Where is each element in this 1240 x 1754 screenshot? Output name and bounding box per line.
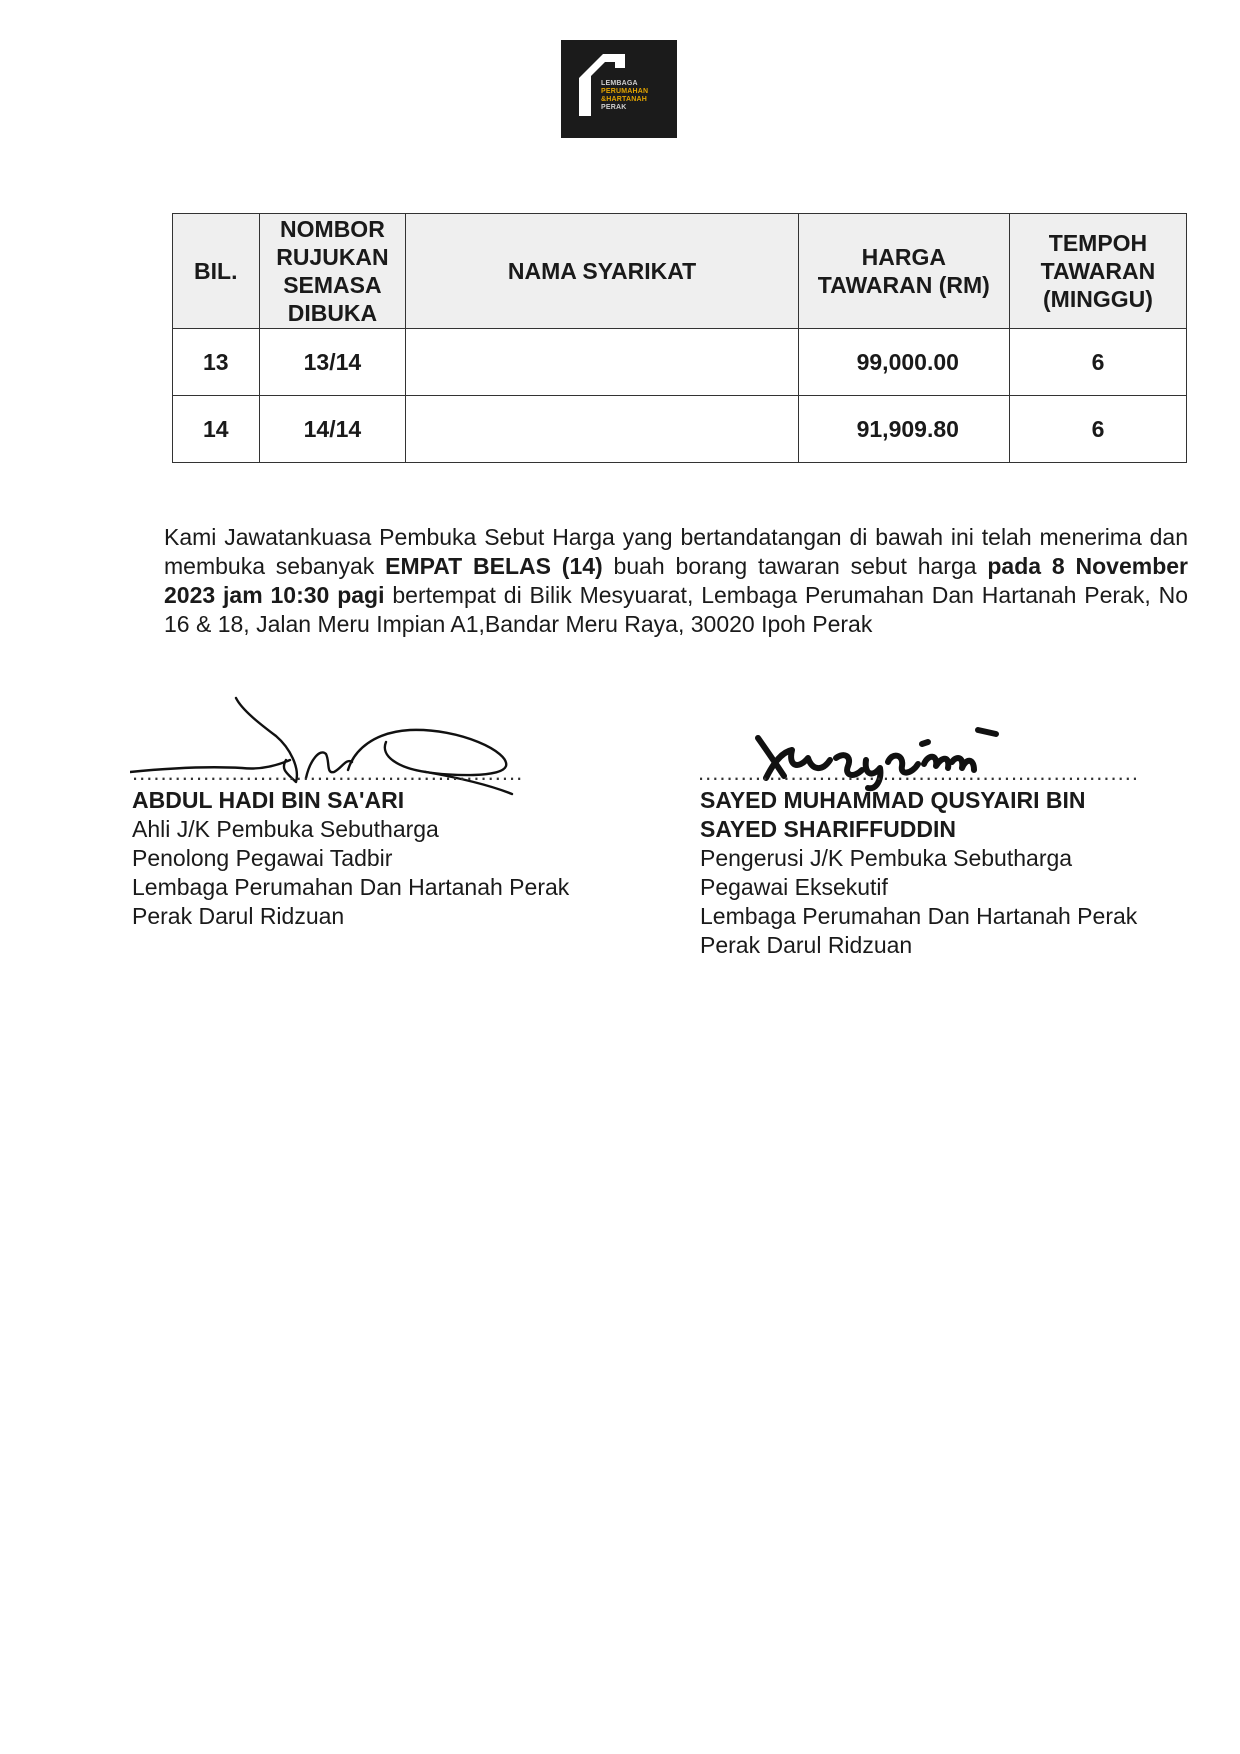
header-tempoh-tawaran: TEMPOH TAWARAN (MINGGU) <box>1009 214 1186 329</box>
cell-bil: 13 <box>173 329 260 396</box>
cell-nombor: 14/14 <box>259 396 406 463</box>
header-bil: BIL. <box>173 214 260 329</box>
signatory-left-org: Lembaga Perumahan Dan Hartanah Perak <box>132 874 570 900</box>
paragraph-bold-count: EMPAT BELAS (14) <box>385 553 603 579</box>
logo-line-4: PERAK <box>601 104 627 111</box>
signatory-right-state: Perak Darul Ridzuan <box>700 932 913 958</box>
cell-nombor: 13/14 <box>259 329 406 396</box>
cell-tempoh: 6 <box>1009 329 1186 396</box>
cell-nama <box>406 396 798 463</box>
cell-bil: 14 <box>173 396 260 463</box>
signatory-left-state: Perak Darul Ridzuan <box>132 903 345 929</box>
signatory-right-name-2: SAYED SHARIFFUDDIN <box>700 816 957 842</box>
paragraph-bold-date: pada 8 November 2023 jam 10:30 pagi <box>164 553 1188 608</box>
table-row <box>173 329 1187 396</box>
signature-line-left: ....................................................... <box>132 760 524 785</box>
signatory-right-role: Pengerusi J/K Pembuka Sebutharga <box>700 845 1073 871</box>
header-nama-syarikat: NAMA SYARIKAT <box>406 214 798 329</box>
signatory-right <box>700 786 1200 960</box>
tender-table <box>172 213 1187 463</box>
statement-paragraph <box>164 523 1188 639</box>
logo-text <box>601 80 648 112</box>
logo-line-3: &HARTANAH <box>601 96 647 103</box>
logo-line-1: LEMBAGA <box>601 80 638 87</box>
organization-logo <box>561 40 677 138</box>
cell-nama <box>406 329 798 396</box>
cell-harga: 99,000.00 <box>798 329 1009 396</box>
signatory-right-name-1: SAYED MUHAMMAD QUSYAIRI BIN <box>700 787 1086 813</box>
cell-tempoh: 6 <box>1009 396 1186 463</box>
paragraph-text-3: bertempat di Bilik Mesyuarat, Lembaga Perumahan Dan Hartanah Perak, No 16 & 18, Jalan Meru Impian A1,Bandar Meru Raya, 30020 Ipoh Perak <box>164 582 1189 637</box>
signatory-left-title: Penolong Pegawai Tadbir <box>132 845 393 871</box>
signatory-right-title: Pegawai Eksekutif <box>700 874 888 900</box>
paragraph-text-1: Kami Jawatankuasa Pembuka Sebut Harga yang bertandatangan di bawah ini telah menerima dan membuka sebanyak <box>164 524 1188 579</box>
cell-harga: 91,909.80 <box>798 396 1009 463</box>
signatory-left <box>132 786 652 931</box>
header-nombor-rujukan: NOMBOR RUJUKAN SEMASA DIBUKA <box>259 214 406 329</box>
table-row <box>173 396 1187 463</box>
paragraph-text-2: buah borang tawaran sebut harga <box>602 553 988 579</box>
signature-line-right: .............................................................. <box>698 760 1139 785</box>
signatory-right-org: Lembaga Perumahan Dan Hartanah Perak <box>700 903 1138 929</box>
signatory-left-role: Ahli J/K Pembuka Sebutharga <box>132 816 439 842</box>
table-header-row <box>173 214 1187 329</box>
header-harga-tawaran: HARGA TAWARAN (RM) <box>798 214 1009 329</box>
logo-line-2: PERUMAHAN <box>601 88 649 95</box>
signatory-left-name: ABDUL HADI BIN SA'ARI <box>132 787 405 813</box>
